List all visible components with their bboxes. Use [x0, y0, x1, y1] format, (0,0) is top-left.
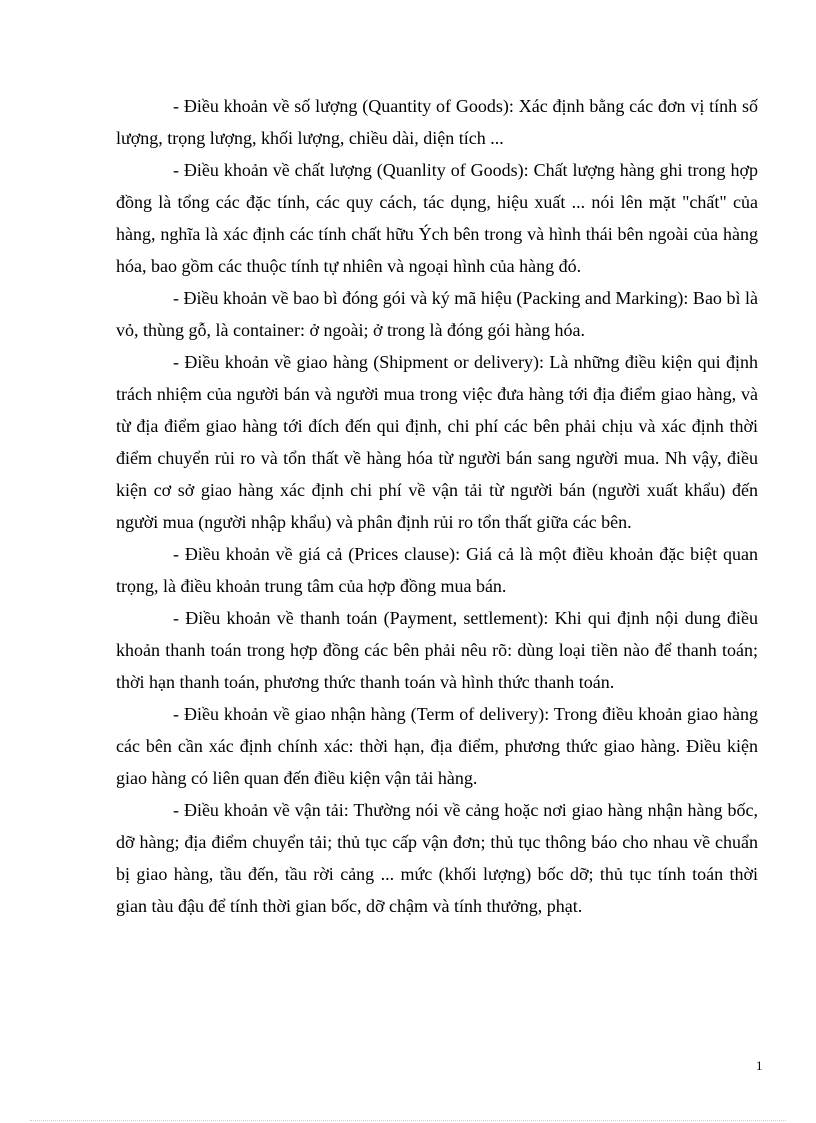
paragraph-shipment-clause: - Điều khoản về giao hàng (Shipment or delivery): Là những điều kiện qui định trách nhiệm của người bán và người mua trong việc đưa hàng tới địa điểm giao hàng, và từ địa điểm giao hàng tới đích đến qui định, chi phí các bên phải chịu và xác định thời điểm chuyển rủi ro và tổn thất về hàng hóa từ người bán sang người mua. Nh vậy, điều kiện cơ sở giao hàng xác định chi phí về vận tải từ người bán (người xuất khẩu) đến người mua (người nhập khẩu) và phân định rủi ro tổn thất giữa các bên. — [116, 352, 758, 532]
paragraph-transport-clause: - Điều khoản về vận tải: Thường nói về cảng hoặc nơi giao hàng nhận hàng bốc, dỡ hàng; địa điểm chuyển tải; thủ tục cấp vận đơn; thủ tục thông báo cho nhau về chuẩn bị giao hàng, tầu đến, tầu rời cảng ... mức (khối lượng) bốc dỡ; thủ tục tính toán thời gian tàu đậu để tính thời gian bốc, dỡ chậm và tính thưởng, phạt. — [116, 800, 758, 916]
page-number: 1 — [756, 1058, 763, 1073]
paragraph-delivery-clause: - Điều khoản về giao nhận hàng (Term of delivery): Trong điều khoản giao hàng các bên cần xác định chính xác: thời hạn, địa điểm, phương thức giao hàng. Điều kiện giao hàng có liên quan đến điều kiện vận tải hàng. — [116, 704, 758, 788]
paragraph-quality-clause: - Điều khoản về chất lượng (Quanlity of Goods): Chất lượng hàng ghi trong hợp đồng là tổng các đặc tính, các quy cách, tác dụng, hiệu xuất ... nói lên mặt "chất" của hàng, nghĩa là xác định các tính chất hữu Ých bên trong và hình thái bên ngoài của hàng hóa, bao gồm các thuộc tính tự nhiên và ngoại hình của hàng đó. — [116, 160, 758, 276]
paragraph-quantity-clause: - Điều khoản về số lượng (Quantity of Goods): Xác định bằng các đơn vị tính số lượng, trọng lượng, khối lượng, chiều dài, diện tích ... — [116, 96, 758, 148]
document-body — [116, 90, 758, 922]
page-bottom-divider — [30, 1120, 786, 1121]
paragraph-payment-clause: - Điều khoản về thanh toán (Payment, settlement): Khi qui định nội dung điều khoản thanh toán trong hợp đồng các bên phải nêu rõ: dùng loại tiền nào để thanh toán; thời hạn thanh toán, phương thức thanh toán và hình thức thanh toán. — [116, 608, 758, 692]
paragraph-packing-clause: - Điều khoản về bao bì đóng gói và ký mã hiệu (Packing and Marking): Bao bì là vỏ, thùng gỗ, là container: ở ngoài; ở trong là đóng gói hàng hóa. — [116, 288, 758, 340]
paragraph-price-clause: - Điều khoản về giá cả (Prices clause): Giá cả là một điều khoản đặc biệt quan trọng, là điều khoản trung tâm của hợp đồng mua bán. — [116, 544, 758, 596]
